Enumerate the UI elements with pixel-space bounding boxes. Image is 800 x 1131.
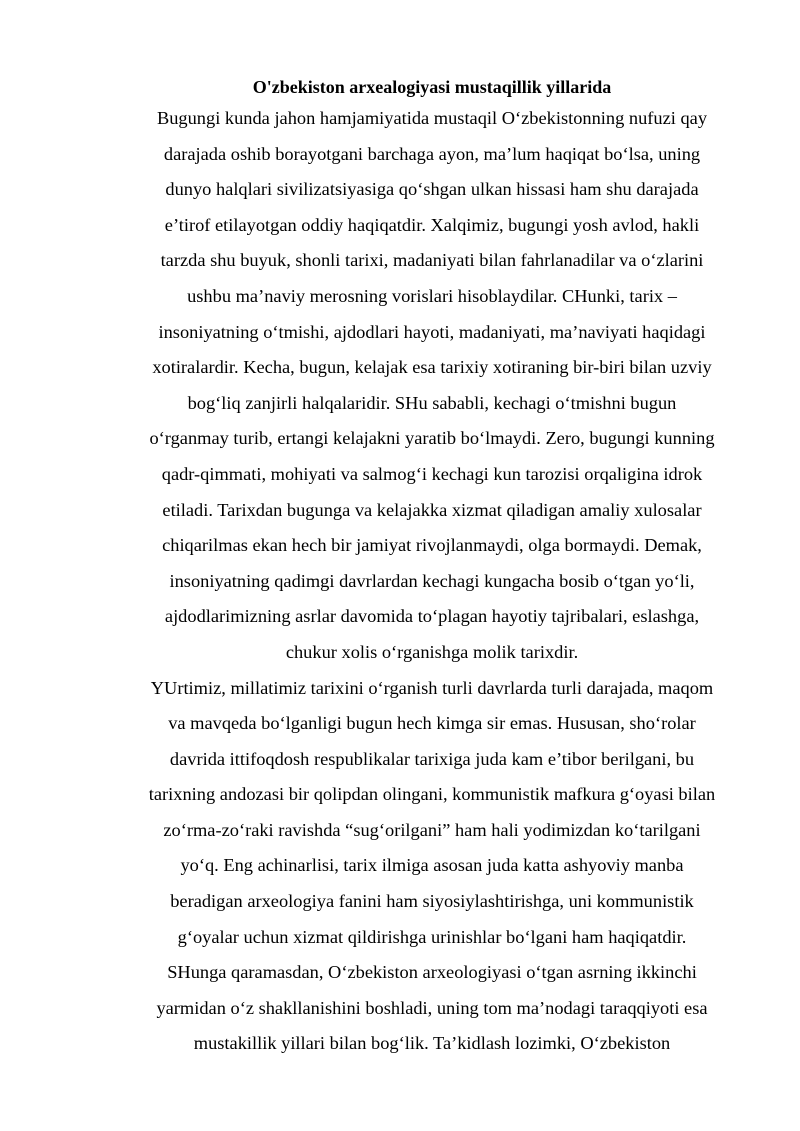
paragraph-2 [108, 671, 756, 1063]
text-line: tarixning andozasi bir qolipdan olingani, kommunistik mafkura g‘oyasi bilan [148, 784, 716, 805]
text-line: etiladi. Tarixdan bugunga va kelajakka xizmat qiladigan amaliy xulosalar [162, 499, 702, 520]
text-line: SHunga qaramasdan, O‘zbekiston arxeologiyasi o‘tgan asrning ikkinchi [167, 962, 697, 983]
document-title: O'zbekiston arxealogiyasi mustaqillik yillarida [252, 77, 612, 97]
text-line: o‘rganmay turib, ertangi kelajakni yaratib bo‘lmaydi. Zero, bugungi kunning [149, 428, 715, 449]
text-line: yo‘q. Eng achinarlisi, tarix ilmiga asosan juda katta ashyoviy manba [180, 855, 684, 876]
text-line: bog‘liq zanjirli halqalaridir. SHu sababli, kechagi o‘tmishni bugun [187, 392, 677, 413]
text-line: darajada oshib borayotgani barchaga ayon, ma’lum haqiqat bo‘lsa, uning [163, 143, 701, 164]
text-line: Bugungi kunda jahon hamjamiyatida mustaqil O‘zbekistonning nufuzi qay [156, 108, 708, 128]
text-line: ajdodlarimizning asrlar davomida to‘plagan hayotiy tajribalari, eslashga, [164, 606, 700, 627]
document-body [108, 75, 756, 1062]
text-line: va mavqeda bo‘lganligi bugun hech kimga sir emas. Hususan, sho‘rolar [168, 713, 696, 734]
text-line: YUrtimiz, millatimiz tarixini o‘rganish turli davrlarda turli darajada, maqom [150, 677, 714, 698]
text-line: tarzda shu buyuk, shonli tarixi, madaniyati bilan fahrlanadilar va o‘zlarini [160, 250, 704, 271]
text-line: beradigan arxeologiya fanini ham siyosiylashtirishga, uni kommunistik [170, 891, 694, 912]
text-line: mustakillik yillari bilan bog‘lik. Ta’kidlash lozimki, O‘zbekiston [193, 1033, 671, 1054]
text-line: insoniyatning o‘tmishi, ajdodlari hayoti, madaniyati, ma’naviyati haqidagi [158, 321, 706, 342]
text-line: qadr-qimmati, mohiyati va salmog‘i kechagi kun tarozisi orqaligina idrok [161, 463, 703, 484]
text-line: xotiralardir. Kecha, bugun, kelajak esa tarixiy xotiraning bir-biri bilan uzviy [152, 357, 712, 378]
text-line: chiqarilmas ekan hech bir jamiyat rivojlanmaydi, olga bormaydi. Demak, [162, 535, 702, 556]
text-line: ushbu ma’naviy merosning vorislari hisoblaydilar. CHunki, tarix – [187, 285, 677, 306]
text-line: davrida ittifoqdosh respublikalar tarixiga juda kam e’tibor berilgani, bu [169, 748, 695, 769]
paragraph-1 [108, 101, 756, 671]
text-line: insoniyatning qadimgi davrlardan kechagi kungacha bosib o‘tgan yo‘li, [169, 570, 695, 591]
text-line: chukur xolis o‘rganishga molik tarixdir. [285, 641, 579, 662]
text-line: e’tirof etilayotgan oddiy haqiqatdir. Xalqimiz, bugungi yosh avlod, hakli [164, 214, 700, 235]
text-line: yarmidan o‘z shakllanishini boshladi, uning tom ma’nodagi taraqqiyoti esa [156, 997, 708, 1018]
text-line: g‘oyalar uchun xizmat qildirishga urinishlar bo‘lgani ham haqiqatdir. [177, 926, 687, 947]
text-line: zo‘rma-zo‘raki ravishda “sug‘orilgani” ham hali yodimizdan ko‘tarilgani [163, 819, 701, 840]
text-line: dunyo halqlari sivilizatsiyasiga qo‘shgan ulkan hissasi ham shu darajada [165, 179, 699, 200]
